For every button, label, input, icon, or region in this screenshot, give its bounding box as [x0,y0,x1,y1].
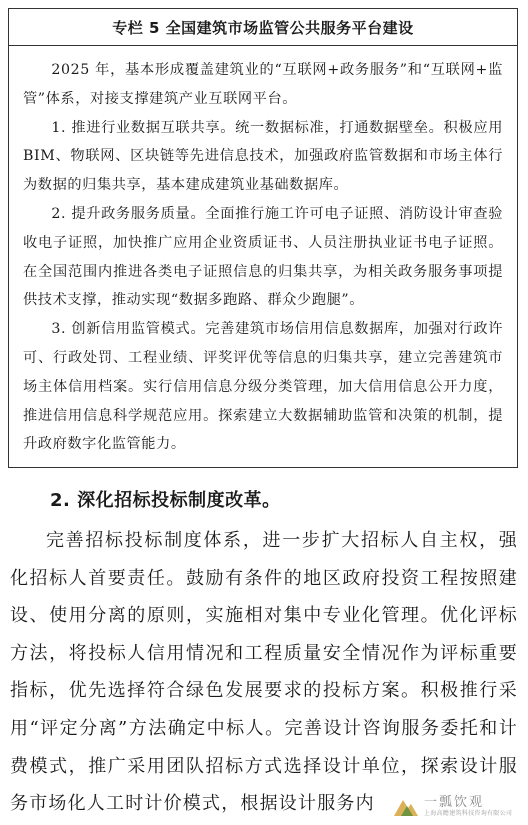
feature-box-title: 专栏 5 全国建筑市场监管公共服务平台建设 [9,9,517,46]
feature-box-body [9,46,517,459]
mountain-logo-icon [392,792,420,820]
box-paragraph-3: 3. 创新信用监管模式。完善建筑市场信用信息数据库，加强对行政许可、行政处罚、工程业绩、评奖评优等信息的归集共享，建立完善建筑市场主体信用档案。实行信用信息分级分类管理，加大信用信息公开力度，推进信用信息科学规范应用。探索建立大数据辅助监管和决策的机制，提升政府数字化监管能力。 [23,321,503,453]
watermark-text [424,796,512,817]
section-body-text: 完善招标投标制度体系，进一步扩大招标人自主权，强化招标人首要责任。鼓励有条件的地区政府投资工程按照建设、使用分离的原则，实施相对集中专业化管理。优化评标方法，将投标人信用情况和工程质量安全情况作为评标重要指标，优先选择符合绿色发展要求的投标方案。积极推行采用“评定分离”方法确定中标人。完善设计咨询服务委托和计费模式，推广采用团队招标方式选择设计单位，探索设计服务市场化人工时计价模式，根据设计服务内 [10,530,518,815]
box-paragraph-2: 2. 提升政务服务质量。全面推行施工许可电子证照、消防设计审查验收电子证照，加快推广应用企业资质证书、人员注册执业证书电子证照。在全国范围内推进各类电子证照信息的归集共享，为相关政务服务事项提供技术支撑，推动实现“数据多跑路、群众少跑腿”。 [23,205,503,309]
section-heading: 2. 深化招标投标制度改革。 [50,490,281,511]
box-paragraph-intro: 2025 年，基本形成覆盖建筑业的“互联网+政务服务”和“互联网+监管”体系，对接支撑建筑产业互联网平台。 [23,62,503,107]
feature-box [8,8,518,468]
watermark-subtitle: 上海高瞻建筑科技咨询有限公司 [424,809,513,817]
watermark-title: 一瓢饮观 [424,794,485,810]
watermark [392,791,524,821]
box-paragraph-1: 1. 推进行业数据互联共享。统一数据标准，打通数据壁垒。积极应用 BIM、物联网、区块链等先进信息技术，加强政府监管数据和市场主体行为数据的归集共享，基本建成建筑业基础数据库。 [23,119,503,194]
